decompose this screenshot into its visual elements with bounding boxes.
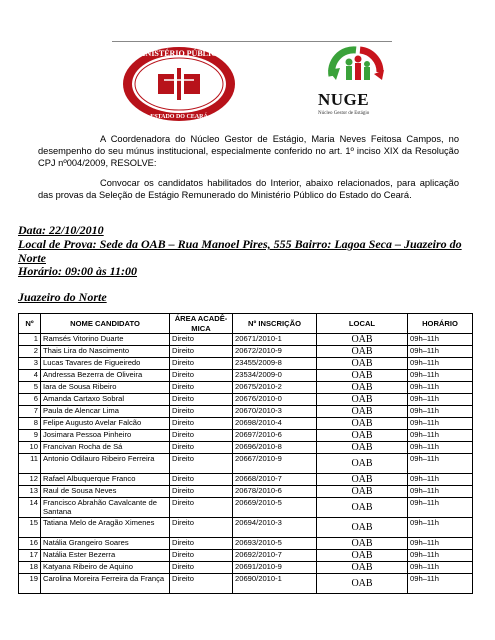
cell-registration: 20690/2010-1 [233, 574, 317, 594]
cell-registration: 20669/2010-5 [233, 498, 317, 518]
cell-location: OAB [317, 538, 408, 550]
cell-registration: 20667/2010-9 [233, 454, 317, 474]
table-row [19, 442, 473, 454]
cell-registration: 20678/2010-6 [233, 486, 317, 498]
cell-location: OAB [317, 474, 408, 486]
cell-number: 7 [19, 406, 41, 418]
cell-time: 09h–11h [408, 498, 473, 518]
cell-name: Tatiana Melo de Aragão Ximenes [41, 518, 170, 538]
exam-location: Local de Prova: Sede da OAB – Rua Manoel Pires, 555 Bairro: Lagoa Seca – Juazeiro do Norte [18, 237, 462, 265]
cell-location: OAB [317, 418, 408, 430]
cell-number: 19 [19, 574, 41, 594]
cell-name: Iara de Sousa Ribeiro [41, 382, 170, 394]
col-header-registration: Nº INSCRIÇÃO [233, 314, 317, 334]
cell-location: OAB [317, 370, 408, 382]
cell-number: 16 [19, 538, 41, 550]
mp-logo-top-text: MINISTÉRIO PÚBLICO [134, 49, 224, 58]
cell-location: OAB [317, 550, 408, 562]
cell-area: Direito [170, 382, 233, 394]
col-header-name: NOME CANDIDATO [41, 314, 170, 334]
cell-number: 9 [19, 430, 41, 442]
cell-time: 09h–11h [408, 474, 473, 486]
city-heading: Juazeiro do Norte [18, 290, 107, 304]
cell-time: 09h–11h [408, 334, 473, 346]
cell-time: 09h–11h [408, 550, 473, 562]
table-row [19, 550, 473, 562]
cell-name: Raul de Sousa Neves [41, 486, 170, 498]
table-row [19, 406, 473, 418]
cell-name: Josimara Pessoa Pinheiro [41, 430, 170, 442]
cell-name: Francisco Abrahão Cavalcante de Santana [41, 498, 170, 518]
cell-area: Direito [170, 442, 233, 454]
cell-location: OAB [317, 518, 408, 538]
convocation-paragraph: Convocar os candidatos habilitados do Interior, abaixo relacionados, para aplicação das provas da Seleção de Estágio Remunerado do Ministério Público do Estado do Ceará. [38, 178, 459, 201]
cell-area: Direito [170, 474, 233, 486]
table-row [19, 358, 473, 370]
cell-area: Direito [170, 346, 233, 358]
cell-name: Carolina Moreira Ferreira da França [41, 574, 170, 594]
cell-time: 09h–11h [408, 394, 473, 406]
cell-number: 2 [19, 346, 41, 358]
cell-name: Thais Lira do Nascimento [41, 346, 170, 358]
cell-number: 4 [19, 370, 41, 382]
table-row [19, 454, 473, 474]
cell-number: 1 [19, 334, 41, 346]
cell-registration: 20670/2010-3 [233, 406, 317, 418]
cell-number: 11 [19, 454, 41, 474]
cell-number: 8 [19, 418, 41, 430]
col-header-number: Nº [19, 314, 41, 334]
cell-number: 12 [19, 474, 41, 486]
cell-registration: 20676/2010-0 [233, 394, 317, 406]
cell-time: 09h–11h [408, 430, 473, 442]
exam-time: Horário: 09:00 às 11:00 [18, 264, 138, 278]
cell-location: OAB [317, 562, 408, 574]
cell-area: Direito [170, 334, 233, 346]
cell-number: 18 [19, 562, 41, 574]
nuge-title: NUGE [318, 90, 370, 109]
table-row [19, 474, 473, 486]
cell-time: 09h–11h [408, 486, 473, 498]
mp-seal-logo [120, 44, 238, 124]
cell-registration: 20694/2010-3 [233, 518, 317, 538]
cell-area: Direito [170, 498, 233, 518]
cell-name: Amanda Cartaxo Sobral [41, 394, 170, 406]
cell-name: Antonio Odilauro Ribeiro Ferreira [41, 454, 170, 474]
cell-name: Katyana Ribeiro de Aquino [41, 562, 170, 574]
resolution-paragraph: A Coordenadora do Núcleo Gestor de Estágio, Maria Neves Feitosa Campos, no desempenho do seu múnus institucional, especialmente conferido no art. 1º inciso XIX da Resolução CPJ nº004/2009, RESOLVE: [38, 134, 459, 169]
cell-location: OAB [317, 454, 408, 474]
cell-location: OAB [317, 486, 408, 498]
table-header-row [19, 314, 473, 334]
cell-time: 09h–11h [408, 442, 473, 454]
cell-number: 14 [19, 498, 41, 518]
cell-registration: 20693/2010-5 [233, 538, 317, 550]
cell-registration: 23534/2009-0 [233, 370, 317, 382]
cell-location: OAB [317, 442, 408, 454]
cell-area: Direito [170, 406, 233, 418]
table-row [19, 574, 473, 594]
cell-time: 09h–11h [408, 346, 473, 358]
cell-number: 17 [19, 550, 41, 562]
cell-registration: 20671/2010-1 [233, 334, 317, 346]
cell-area: Direito [170, 562, 233, 574]
exam-date: Data: 22/10/2010 [18, 223, 104, 237]
cell-area: Direito [170, 518, 233, 538]
col-header-location: LOCAL [317, 314, 408, 334]
candidates-table [18, 313, 473, 594]
col-header-time: HORÁRIO [408, 314, 473, 334]
cell-area: Direito [170, 574, 233, 594]
cell-location: OAB [317, 358, 408, 370]
cell-area: Direito [170, 486, 233, 498]
cell-registration: 20672/2010-9 [233, 346, 317, 358]
cell-location: OAB [317, 406, 408, 418]
cell-name: Natália Ester Bezerra [41, 550, 170, 562]
cell-time: 09h–11h [408, 562, 473, 574]
mp-logo-bottom-text: ESTADO DO CEARÁ [150, 114, 208, 120]
cell-registration: 20696/2010-8 [233, 442, 317, 454]
table-row [19, 430, 473, 442]
cell-number: 13 [19, 486, 41, 498]
cell-location: OAB [317, 394, 408, 406]
table-row [19, 334, 473, 346]
cell-area: Direito [170, 550, 233, 562]
cell-registration: 20691/2010-9 [233, 562, 317, 574]
cell-registration: 20668/2010-7 [233, 474, 317, 486]
table-row [19, 562, 473, 574]
cell-area: Direito [170, 538, 233, 550]
table-row [19, 346, 473, 358]
cell-time: 09h–11h [408, 518, 473, 538]
cell-time: 09h–11h [408, 538, 473, 550]
cell-name: Paula de Alencar Lima [41, 406, 170, 418]
cell-location: OAB [317, 574, 408, 594]
cell-area: Direito [170, 418, 233, 430]
cell-name: Rafael Albuquerque Franco [41, 474, 170, 486]
cell-number: 6 [19, 394, 41, 406]
table-row [19, 382, 473, 394]
cell-name: Natália Grangeiro Soares [41, 538, 170, 550]
cell-name: Lucas Tavares de Figueiredo [41, 358, 170, 370]
cell-area: Direito [170, 370, 233, 382]
cell-number: 10 [19, 442, 41, 454]
cell-registration: 23455/2009-8 [233, 358, 317, 370]
cell-number: 3 [19, 358, 41, 370]
table-row [19, 498, 473, 518]
cell-location: OAB [317, 430, 408, 442]
nuge-subtitle: Núcleo Gestor de Estágio [318, 111, 370, 116]
cell-location: OAB [317, 334, 408, 346]
cell-area: Direito [170, 430, 233, 442]
cell-registration: 20698/2010-4 [233, 418, 317, 430]
cell-name: Andressa Bezerra de Oliveira [41, 370, 170, 382]
cell-registration: 20675/2010-2 [233, 382, 317, 394]
cell-time: 09h–11h [408, 574, 473, 594]
cell-name: Felipe Augusto Avelar Falcão [41, 418, 170, 430]
cell-registration: 20692/2010-7 [233, 550, 317, 562]
cell-time: 09h–11h [408, 370, 473, 382]
cell-location: OAB [317, 346, 408, 358]
cell-location: OAB [317, 498, 408, 518]
table-row [19, 370, 473, 382]
cell-registration: 20697/2010-6 [233, 430, 317, 442]
cell-number: 5 [19, 382, 41, 394]
table-row [19, 538, 473, 550]
table-row [19, 394, 473, 406]
cell-time: 09h–11h [408, 358, 473, 370]
table-row [19, 486, 473, 498]
col-header-area: ÁREA ACADÊ-MICA [170, 314, 233, 334]
table-row [19, 418, 473, 430]
cell-area: Direito [170, 394, 233, 406]
cell-location: OAB [317, 382, 408, 394]
cell-name: Francivan Rocha de Sá [41, 442, 170, 454]
cell-time: 09h–11h [408, 418, 473, 430]
cell-area: Direito [170, 454, 233, 474]
cell-time: 09h–11h [408, 382, 473, 394]
cell-time: 09h–11h [408, 406, 473, 418]
cell-number: 15 [19, 518, 41, 538]
cell-area: Direito [170, 358, 233, 370]
table-row [19, 518, 473, 538]
cell-name: Ramsés Vitorino Duarte [41, 334, 170, 346]
cell-time: 09h–11h [408, 454, 473, 474]
